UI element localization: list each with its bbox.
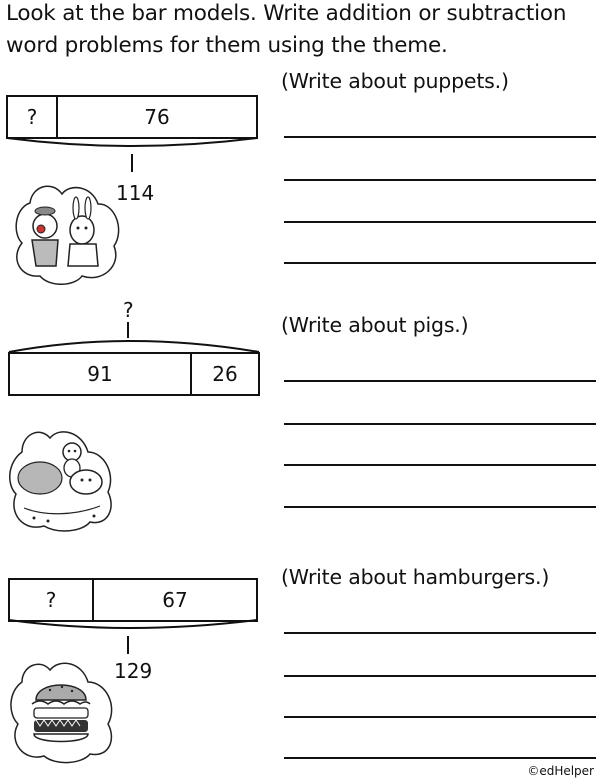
bar-model — [6, 95, 258, 139]
answer-line[interactable] — [284, 716, 596, 718]
answer-line[interactable] — [284, 221, 596, 223]
pigs-icon — [4, 422, 116, 534]
answer-line[interactable] — [284, 757, 596, 759]
total-brace — [8, 618, 258, 658]
answer-line[interactable] — [284, 380, 596, 382]
answer-line[interactable] — [284, 464, 596, 466]
bar-model — [8, 352, 260, 396]
puppets-icon — [10, 178, 125, 288]
hamburger-icon — [6, 654, 116, 764]
instructions: Look at the bar models. Write addition or subtraction word problems for them using the theme. — [6, 1, 567, 58]
answer-line[interactable] — [284, 423, 596, 425]
total-label: 114 — [116, 181, 155, 205]
bar-part-known: 91 — [87, 362, 113, 386]
bar-part-known: 67 — [92, 580, 256, 620]
bar-model — [8, 578, 258, 622]
answer-line[interactable] — [284, 675, 596, 677]
answer-line[interactable] — [284, 179, 596, 181]
copyright-notice: ©edHelper — [527, 764, 594, 778]
prompt: (Write about pigs.) — [281, 313, 469, 337]
answer-line[interactable] — [284, 262, 596, 264]
total-label: 129 — [114, 659, 153, 683]
answer-line[interactable] — [284, 632, 596, 634]
total-brace — [8, 320, 260, 356]
prompt: (Write about puppets.) — [281, 69, 509, 93]
prompt: (Write about hamburgers.) — [281, 565, 550, 589]
bar-part-known: 26 — [190, 354, 258, 394]
answer-line[interactable] — [284, 136, 596, 138]
bar-part-unknown: ? — [26, 105, 38, 129]
total-label: ? — [123, 298, 134, 322]
answer-line[interactable] — [284, 506, 596, 508]
bar-part-unknown: ? — [45, 588, 57, 612]
total-brace — [6, 136, 258, 176]
bar-part-known: 76 — [56, 97, 256, 137]
